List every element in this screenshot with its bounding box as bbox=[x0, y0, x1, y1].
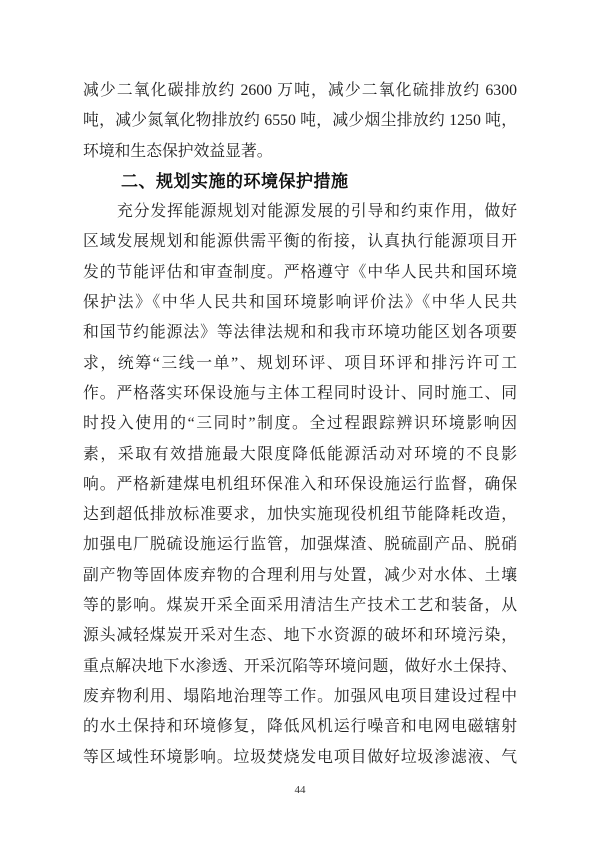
page-footer bbox=[0, 780, 600, 798]
text-line: 作。严格落实环保设施与主体工程同时设计、同时施工、同 bbox=[83, 384, 517, 402]
text-line: 充分发挥能源规划对能源发展的引导和约束作用，做好 bbox=[117, 203, 517, 221]
document-body bbox=[83, 76, 517, 773]
text-line: 发的节能评估和审查制度。严格遵守《中华人民共和国环境 bbox=[83, 263, 517, 281]
text-line: 副产物等固体废弃物的合理利用与处置，减少对水体、土壤 bbox=[83, 566, 517, 584]
text-line: 的水土保持和环境修复，降低风机运行噪音和电网电磁辖射 bbox=[83, 718, 517, 736]
text-line: 废弃物利用、塌陷地治理等工作。加强风电项目建设过程中 bbox=[83, 687, 517, 705]
text-line: 保护法》《中华人民共和国环境影响评价法》《中华人民共 bbox=[83, 294, 517, 312]
text-line: 和国节约能源法》等法律法规和和我市环境功能区划各项要 bbox=[83, 324, 517, 342]
page-number: 44 bbox=[294, 784, 306, 796]
text-line: 源头减轻煤炭开采对生态、地下水资源的破坏和环境污染， bbox=[83, 627, 517, 645]
text-line: 等区域性环境影响。垃圾焚烧发电项目做好垃圾渗滤液、气 bbox=[83, 748, 517, 766]
text-line: 加强电厂脱硫设施运行监管，加强煤渣、脱硫副产品、脱硝 bbox=[83, 536, 517, 554]
text-line: 响。严格新建煤电机组环保准入和环保设施运行监督，确保 bbox=[83, 475, 517, 493]
text-line: 减少二氧化碳排放约 2600 万吨，减少二氧化硫排放约 6300 bbox=[83, 82, 517, 99]
text-line: 求，统筹“三线一单”、规划环评、项目环评和排污许可工 bbox=[83, 354, 517, 372]
text-line: 达到超低排放标准要求，加快实施现役机组节能降耗改造， bbox=[83, 506, 517, 524]
text-line: 重点解决地下水渗透、开采沉陷等环境问题，做好水土保持、 bbox=[83, 657, 517, 675]
text-line: 区域发展规划和能源供需平衡的衔接，认真执行能源项目开 bbox=[83, 233, 517, 251]
environmental-measures-paragraph bbox=[83, 197, 517, 773]
text-line: 素，采取有效措施最大限度降低能源活动对环境的不良影 bbox=[83, 445, 517, 463]
section-heading: 二、规划实施的环境保护措施 bbox=[121, 171, 349, 191]
text-line: 吨，减少氮氧化物排放约 6550 吨，减少烟尘排放约 1250 吨， bbox=[83, 112, 517, 130]
emissions-summary-paragraph bbox=[83, 76, 517, 167]
text-line: 环境和生态保护效益显著。 bbox=[83, 142, 273, 160]
text-line: 时投入使用的“三同时”制度。全过程跟踪辨识环境影响因 bbox=[83, 415, 517, 433]
text-line: 等的影响。煤炭开采全面采用清洁生产技术工艺和装备，从 bbox=[83, 597, 517, 615]
